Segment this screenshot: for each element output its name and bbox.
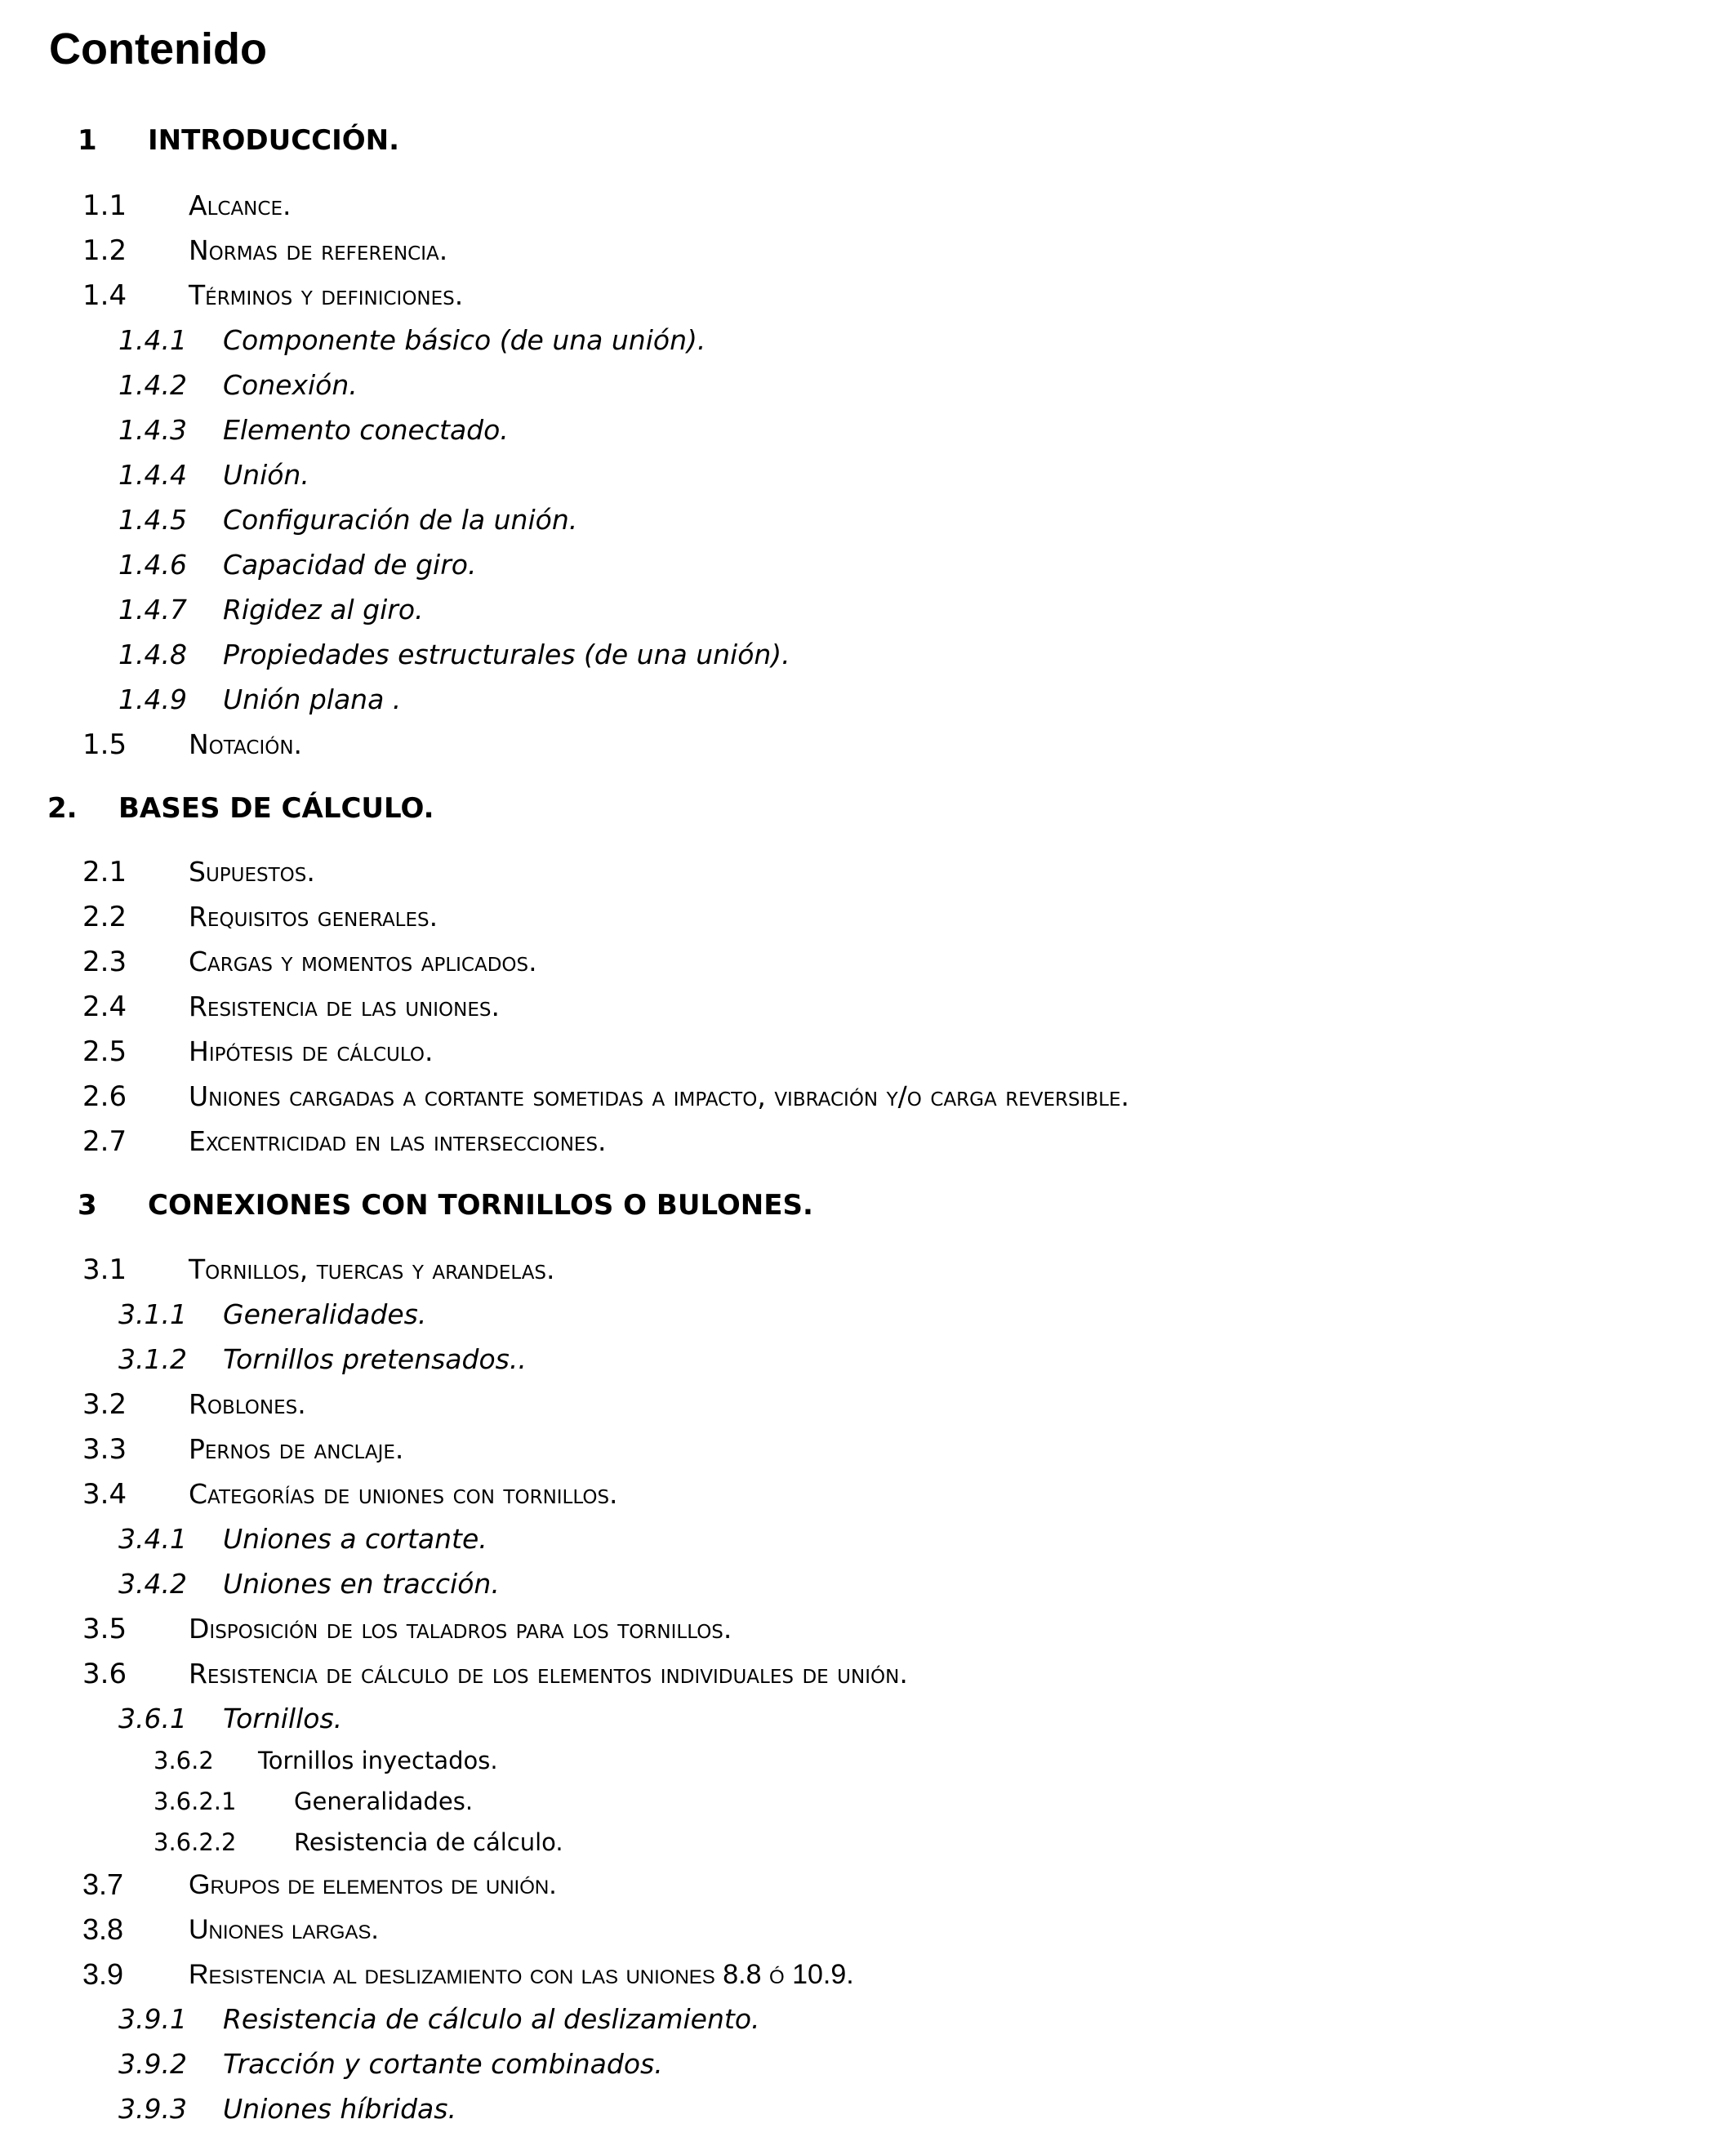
- toc-entry-title: Alcance.: [189, 189, 292, 221]
- toc-entry-number: 2.7: [82, 1125, 127, 1158]
- toc-entry-number: 1.4.3: [118, 414, 187, 446]
- toc-entry-title: INTRODUCCIÓN.: [148, 124, 400, 157]
- toc-entry-title: Uniones cargadas a cortante sometidas a impacto, vibración y/o carga reversible.: [189, 1080, 1129, 1112]
- toc-entry-number: 1.1: [82, 189, 127, 222]
- toc-entry-title: Hipótesis de cálculo.: [189, 1035, 434, 1067]
- toc-entry-title: Resistencia de cálculo al deslizamiento.: [223, 2003, 760, 2035]
- toc-entry-title: Tornillos pretensados..: [223, 1343, 527, 1375]
- toc-entry-number: 3.9.2: [118, 2048, 187, 2080]
- toc-entry-title: Disposición de los taladros para los tornillos.: [189, 1613, 732, 1645]
- toc-entry-number: 3.4.2: [118, 1568, 187, 1600]
- toc-entry-title: Rigidez al giro.: [223, 594, 424, 626]
- toc-entry-number: 3.1.2: [118, 1343, 187, 1375]
- toc-entry-title: Componente básico (de una unión).: [223, 324, 706, 356]
- toc-entry-title: Resistencia de las uniones.: [189, 991, 500, 1022]
- toc-entry-title: Resistencia de cálculo.: [294, 1828, 563, 1856]
- toc-entry-number: 1.4: [82, 279, 127, 312]
- toc-entry-title: Notación.: [189, 728, 303, 760]
- toc-entry-number: 1: [78, 124, 97, 157]
- toc-entry-number: 1.4.9: [118, 683, 187, 715]
- toc-entry-number: 2.3: [82, 946, 127, 978]
- toc-entry-number: 3.7: [82, 1868, 124, 1901]
- toc-entry-title: Uniones híbridas.: [223, 2093, 456, 2125]
- toc-entry-title: Elemento conectado.: [223, 414, 509, 446]
- toc-entry-title: Roblones.: [189, 1388, 306, 1420]
- toc-entry-title: Unión plana .: [223, 683, 402, 715]
- toc-entry-number: 3.6.1: [118, 1703, 187, 1734]
- toc-entry-number: 3.4: [82, 1478, 127, 1511]
- toc-entry-title: Tracción y cortante combinados.: [223, 2048, 663, 2080]
- toc-entry-number: 3.3: [82, 1433, 127, 1466]
- toc-entry-number: 3.6.2: [154, 1747, 214, 1774]
- toc-entry-number: 3.2: [82, 1388, 127, 1421]
- toc-entry-title: Uniones a cortante.: [223, 1523, 487, 1555]
- toc-entry-title: Tornillos.: [223, 1703, 343, 1734]
- toc-entry-title: Uniones en tracción.: [223, 1568, 500, 1600]
- toc-entry-number: 3.4.1: [118, 1523, 187, 1555]
- toc-entry-title: Conexión.: [223, 369, 358, 401]
- toc-entry-number: 3.8: [82, 1912, 124, 1946]
- toc-entry-number: 2.5: [82, 1035, 127, 1068]
- toc-entry-title: Resistencia de cálculo de los elementos individuales de unión.: [189, 1658, 908, 1690]
- toc-entry-number: 1.4.6: [118, 549, 187, 581]
- toc-entry-number: 1.4.5: [118, 504, 187, 536]
- toc-entry-number: 3: [78, 1189, 97, 1222]
- toc-entry-title: Unión.: [223, 459, 309, 491]
- toc-entry-title: Categorías de uniones con tornillos.: [189, 1478, 618, 1510]
- toc-entry-number: 1.4.7: [118, 594, 187, 626]
- toc-entry-number: 3.6.2.1: [154, 1788, 237, 1815]
- toc-entry-number: 3.9: [82, 1957, 124, 1991]
- toc-entry-number: 3.5: [82, 1613, 127, 1645]
- toc-entry-number: 3.1.1: [118, 1298, 187, 1330]
- toc-entry-title: CONEXIONES CON TORNILLOS O BULONES.: [148, 1189, 813, 1222]
- toc-entry-title: Generalidades.: [223, 1298, 427, 1330]
- toc-entry-number: 1.4.2: [118, 369, 187, 401]
- toc-entry-title: Grupos de elementos de unión.: [189, 1869, 557, 1900]
- toc-heading: Contenido: [49, 24, 267, 73]
- toc-entry-number: 1.5: [82, 728, 127, 761]
- toc-entry-number: 2.: [47, 792, 78, 825]
- toc-entry-title: Configuración de la unión.: [223, 504, 578, 536]
- toc-entry-title: Cargas y momentos aplicados.: [189, 946, 537, 977]
- toc-entry-title: Normas de referencia.: [189, 234, 448, 266]
- toc-entry-title: Propiedades estructurales (de una unión).: [223, 639, 790, 670]
- toc-entry-title: Capacidad de giro.: [223, 549, 477, 581]
- toc-entry-number: 3.6: [82, 1658, 127, 1690]
- toc-entry-title: Resistencia al deslizamiento con las uniones 8.8 ó 10.9.: [189, 1959, 854, 1990]
- toc-entry-title: Excentricidad en las intersecciones.: [189, 1125, 607, 1157]
- toc-entry-title: Términos y definiciones.: [189, 279, 464, 311]
- toc-entry-number: 2.2: [82, 901, 127, 933]
- toc-entry-title: Uniones largas.: [189, 1914, 379, 1945]
- toc-entry-number: 1.4.1: [118, 324, 187, 356]
- toc-entry-title: BASES DE CÁLCULO.: [118, 792, 434, 825]
- toc-entry-number: 3.6.2.2: [154, 1828, 237, 1856]
- toc-entry-number: 1.2: [82, 234, 127, 267]
- toc-entry-number: 2.6: [82, 1080, 127, 1113]
- toc-entry-title: Tornillos inyectados.: [258, 1747, 498, 1774]
- toc-entry-number: 1.4.8: [118, 639, 187, 670]
- toc-entry-number: 2.1: [82, 856, 127, 888]
- toc-entry-title: Requisitos generales.: [189, 901, 438, 933]
- toc-entry-number: 3.1: [82, 1253, 127, 1286]
- toc-entry-title: Tornillos, tuercas y arandelas.: [189, 1253, 555, 1285]
- toc-entry-title: Pernos de anclaje.: [189, 1433, 404, 1465]
- toc-entry-number: 1.4.4: [118, 459, 187, 491]
- toc-entry-number: 3.9.1: [118, 2003, 187, 2035]
- toc-entry-title: Supuestos.: [189, 856, 315, 888]
- toc-entry-title: Generalidades.: [294, 1788, 474, 1815]
- toc-entry-number: 2.4: [82, 991, 127, 1023]
- toc-entry-number: 3.9.3: [118, 2093, 187, 2125]
